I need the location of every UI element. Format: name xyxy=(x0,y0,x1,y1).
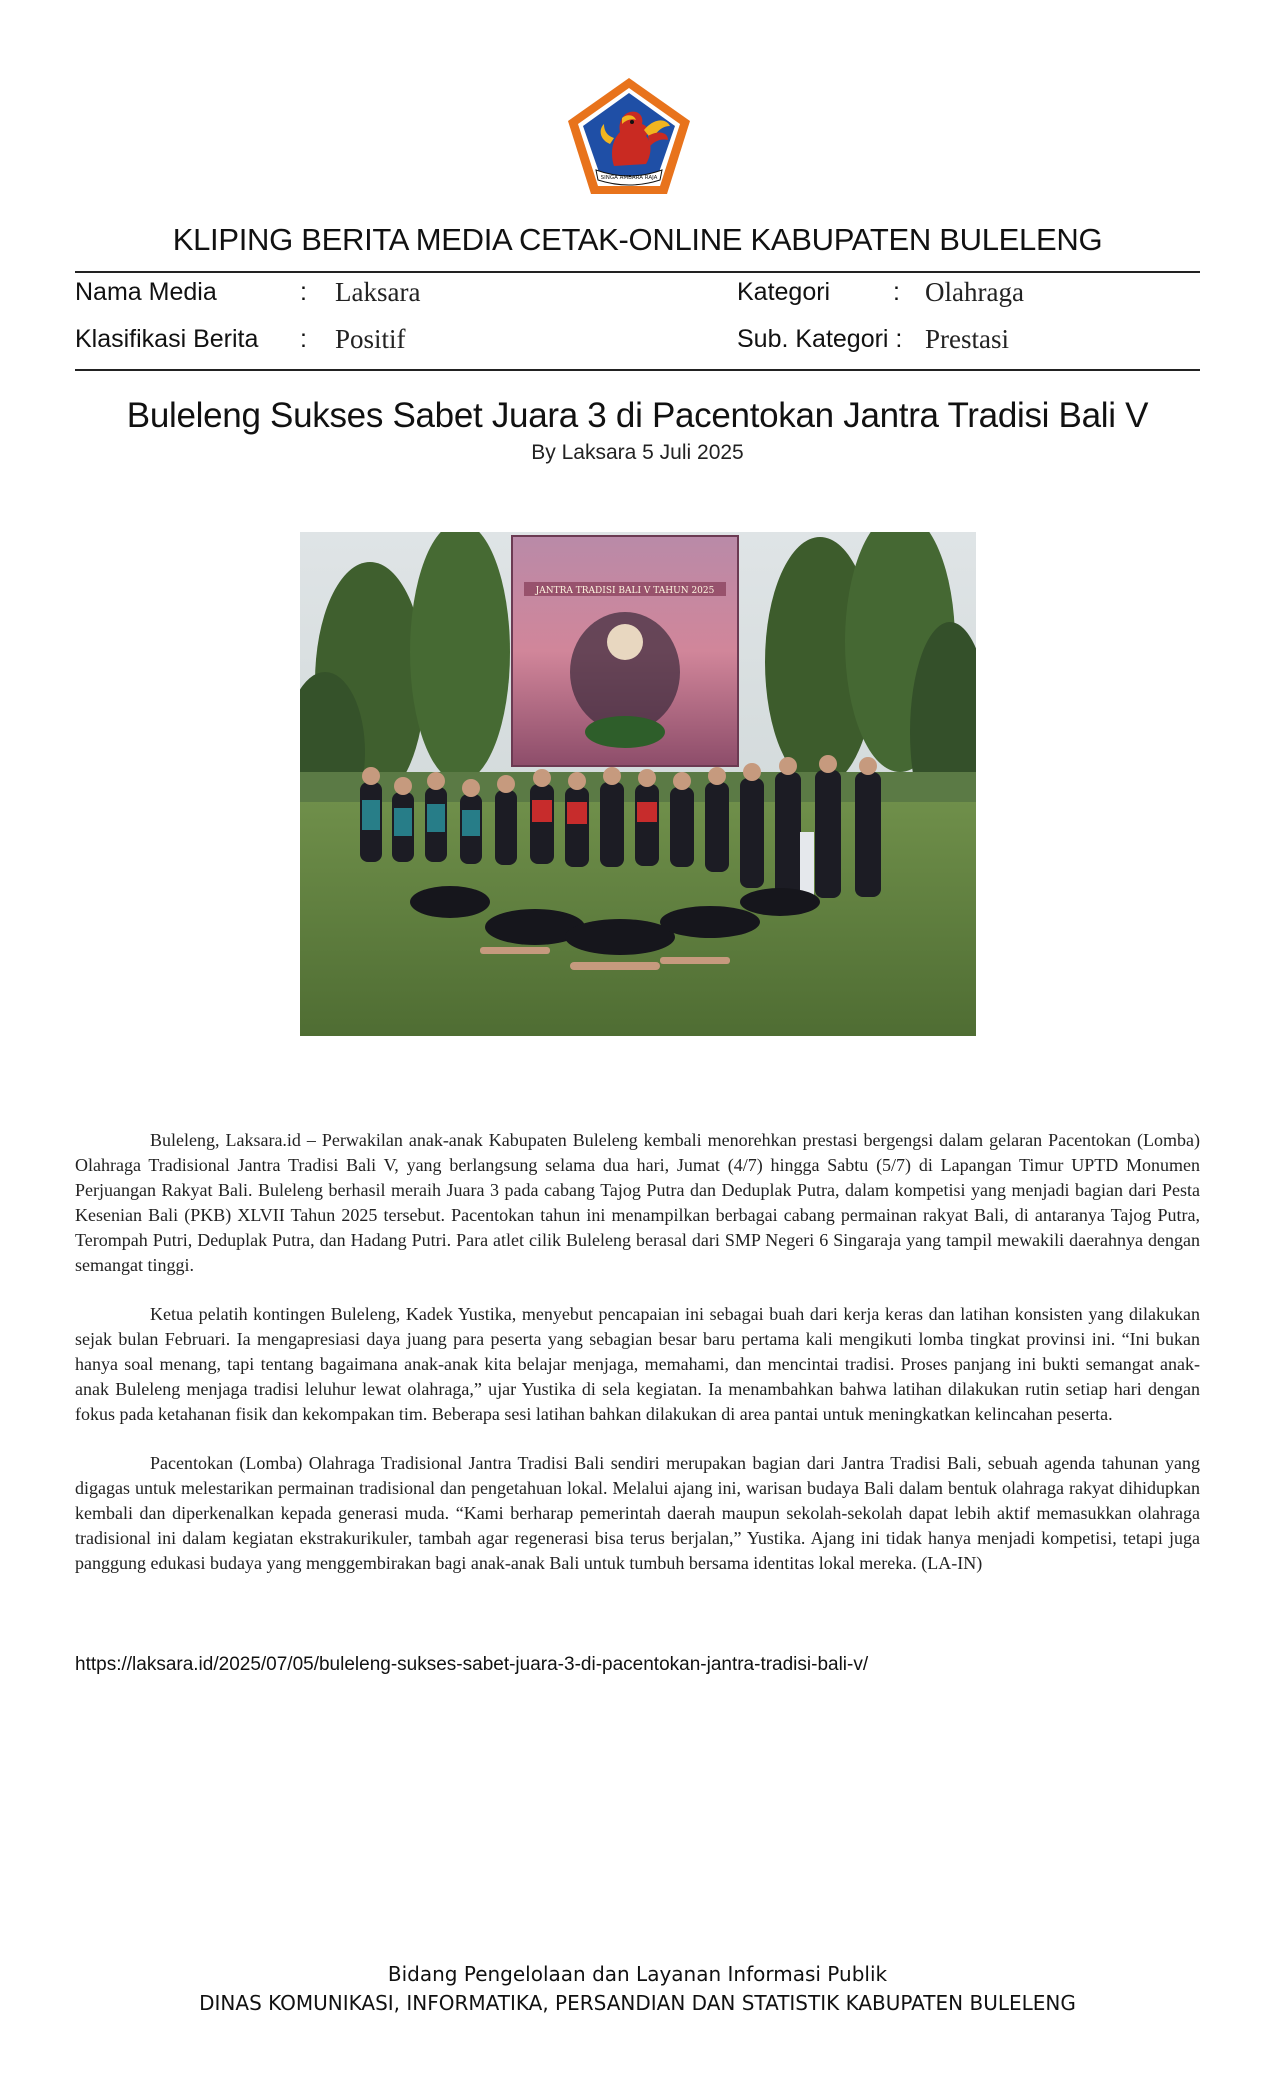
photo-banner-text: JANTRA TRADISI BALI V TAHUN 2025 xyxy=(535,586,715,596)
category-colon: : xyxy=(893,278,900,306)
classification-label: Klasifikasi Berita xyxy=(75,325,259,353)
media-colon: : xyxy=(300,278,307,306)
category-value: Olahraga xyxy=(925,277,1024,307)
category-label: Kategori xyxy=(737,278,831,306)
regency-emblem-logo xyxy=(562,74,696,200)
divider-top xyxy=(75,271,1200,273)
source-url-link[interactable]: https://laksara.id/2025/07/05/buleleng-sukses-sabet-juara-3-di-pacentokan-jantra-tradisi-bali-v/ xyxy=(75,1654,869,1675)
page-title: KLIPING BERITA MEDIA CETAK-ONLINE KABUPATEN BULELENG xyxy=(172,222,1103,257)
article-paragraph: Pacentokan (Lomba) Olahraga Tradisional Jantra Tradisi Bali sendiri merupakan bagian dari Jantra Tradisi Bali, sebuah agenda tahunan yang digagas untuk melestarikan permainan tradisional dan pengetahuan lokal. Melalui ajang ini, warisan budaya Bali dalam bentuk olahraga rakyat dihidupkan kembali dan diperkenalkan kepada generasi muda. “Kami berharap pemerintah daerah maupun sekolah-sekolah dapat lebih aktif memasukkan olahraga tradisional ini dalam kegiatan ekstrakurikuler, tambah agar regenerasi bisa terus berjalan,” Yustika. Ajang ini tidak hanya menjadi kompetisi, tetapi juga panggung edukasi budaya yang menggembirakan bagi anak-anak Bali untuk tumbuh bersama identitas lokal mereka. (LA-IN) xyxy=(75,1453,1200,1573)
article-title: Buleleng Sukses Sabet Juara 3 di Pacentokan Jantra Tradisi Bali V xyxy=(126,396,1149,435)
footer-department: Bidang Pengelolaan dan Layanan Informasi Publik xyxy=(387,1962,888,1986)
article-paragraph: Ketua pelatih kontingen Buleleng, Kadek Yustika, menyebut pencapaian ini sebagai buah dari kerja keras dan latihan konsisten yang dilakukan sejak bulan Februari. Ia mengapresiasi daya juang para peserta yang sebagian besar baru pertama kali mengikuti lomba tingkat provinsi ini. “Ini bukan hanya soal menang, tapi tentang bagaimana anak-anak kita belajar menjaga, memahami, dan mencintai tradisi. Proses panjang ini bukti semangat anak-anak Buleleng menjaga tradisi leluhur lewat olahraga,” ujar Yustika di sela kegiatan. Ia menambahkan bahwa latihan dilakukan rutin setiap hari dengan fokus pada ketahanan fisik dan kekompakan tim. Beberapa sesi latihan bahkan dilakukan di area pantai untuk meningkatkan kelincahan peserta. xyxy=(75,1304,1200,1424)
classification-value: Positif xyxy=(335,324,406,354)
media-value: Laksara xyxy=(335,277,421,307)
classification-colon: : xyxy=(300,325,307,353)
logo-banner-text: SINGA AMBARA RAJA xyxy=(600,175,658,181)
footer-agency: DINAS KOMUNIKASI, INFORMATIKA, PERSANDIAN DAN STATISTIK KABUPATEN BULELENG xyxy=(199,1991,1076,2015)
article-photo xyxy=(300,532,976,1036)
subcategory-label: Sub. Kategori : xyxy=(737,325,903,353)
article-byline: By Laksara 5 Juli 2025 xyxy=(531,441,744,464)
article-body xyxy=(75,1128,1200,1600)
media-label: Nama Media xyxy=(75,278,217,306)
article-paragraph: Buleleng, Laksara.id – Perwakilan anak-anak Kabupaten Buleleng kembali menorehkan prestasi bergengsi dalam gelaran Pacentokan (Lomba) Olahraga Tradisional Jantra Tradisi Bali V, yang berlangsung selama dua hari, Jumat (4/7) hingga Sabtu (5/7) di Lapangan Timur UPTD Monumen Perjuangan Rakyat Bali. Buleleng berhasil meraih Juara 3 pada cabang Tajog Putra dan Deduplak Putra, dalam kompetisi yang menjadi bagian dari Pesta Kesenian Bali (PKB) XLVII Tahun 2025 tersebut. Pacentokan tahun ini menampilkan berbagai cabang permainan rakyat Bali, di antaranya Tajog Putra, Terompah Putri, Deduplak Putra, dan Hadang Putri. Para atlet cilik Buleleng berasal dari SMP Negeri 6 Singaraja yang tampil mewakili daerahnya dengan semangat tinggi. xyxy=(75,1130,1200,1275)
subcategory-value: Prestasi xyxy=(925,324,1009,354)
divider-bottom xyxy=(75,369,1200,371)
